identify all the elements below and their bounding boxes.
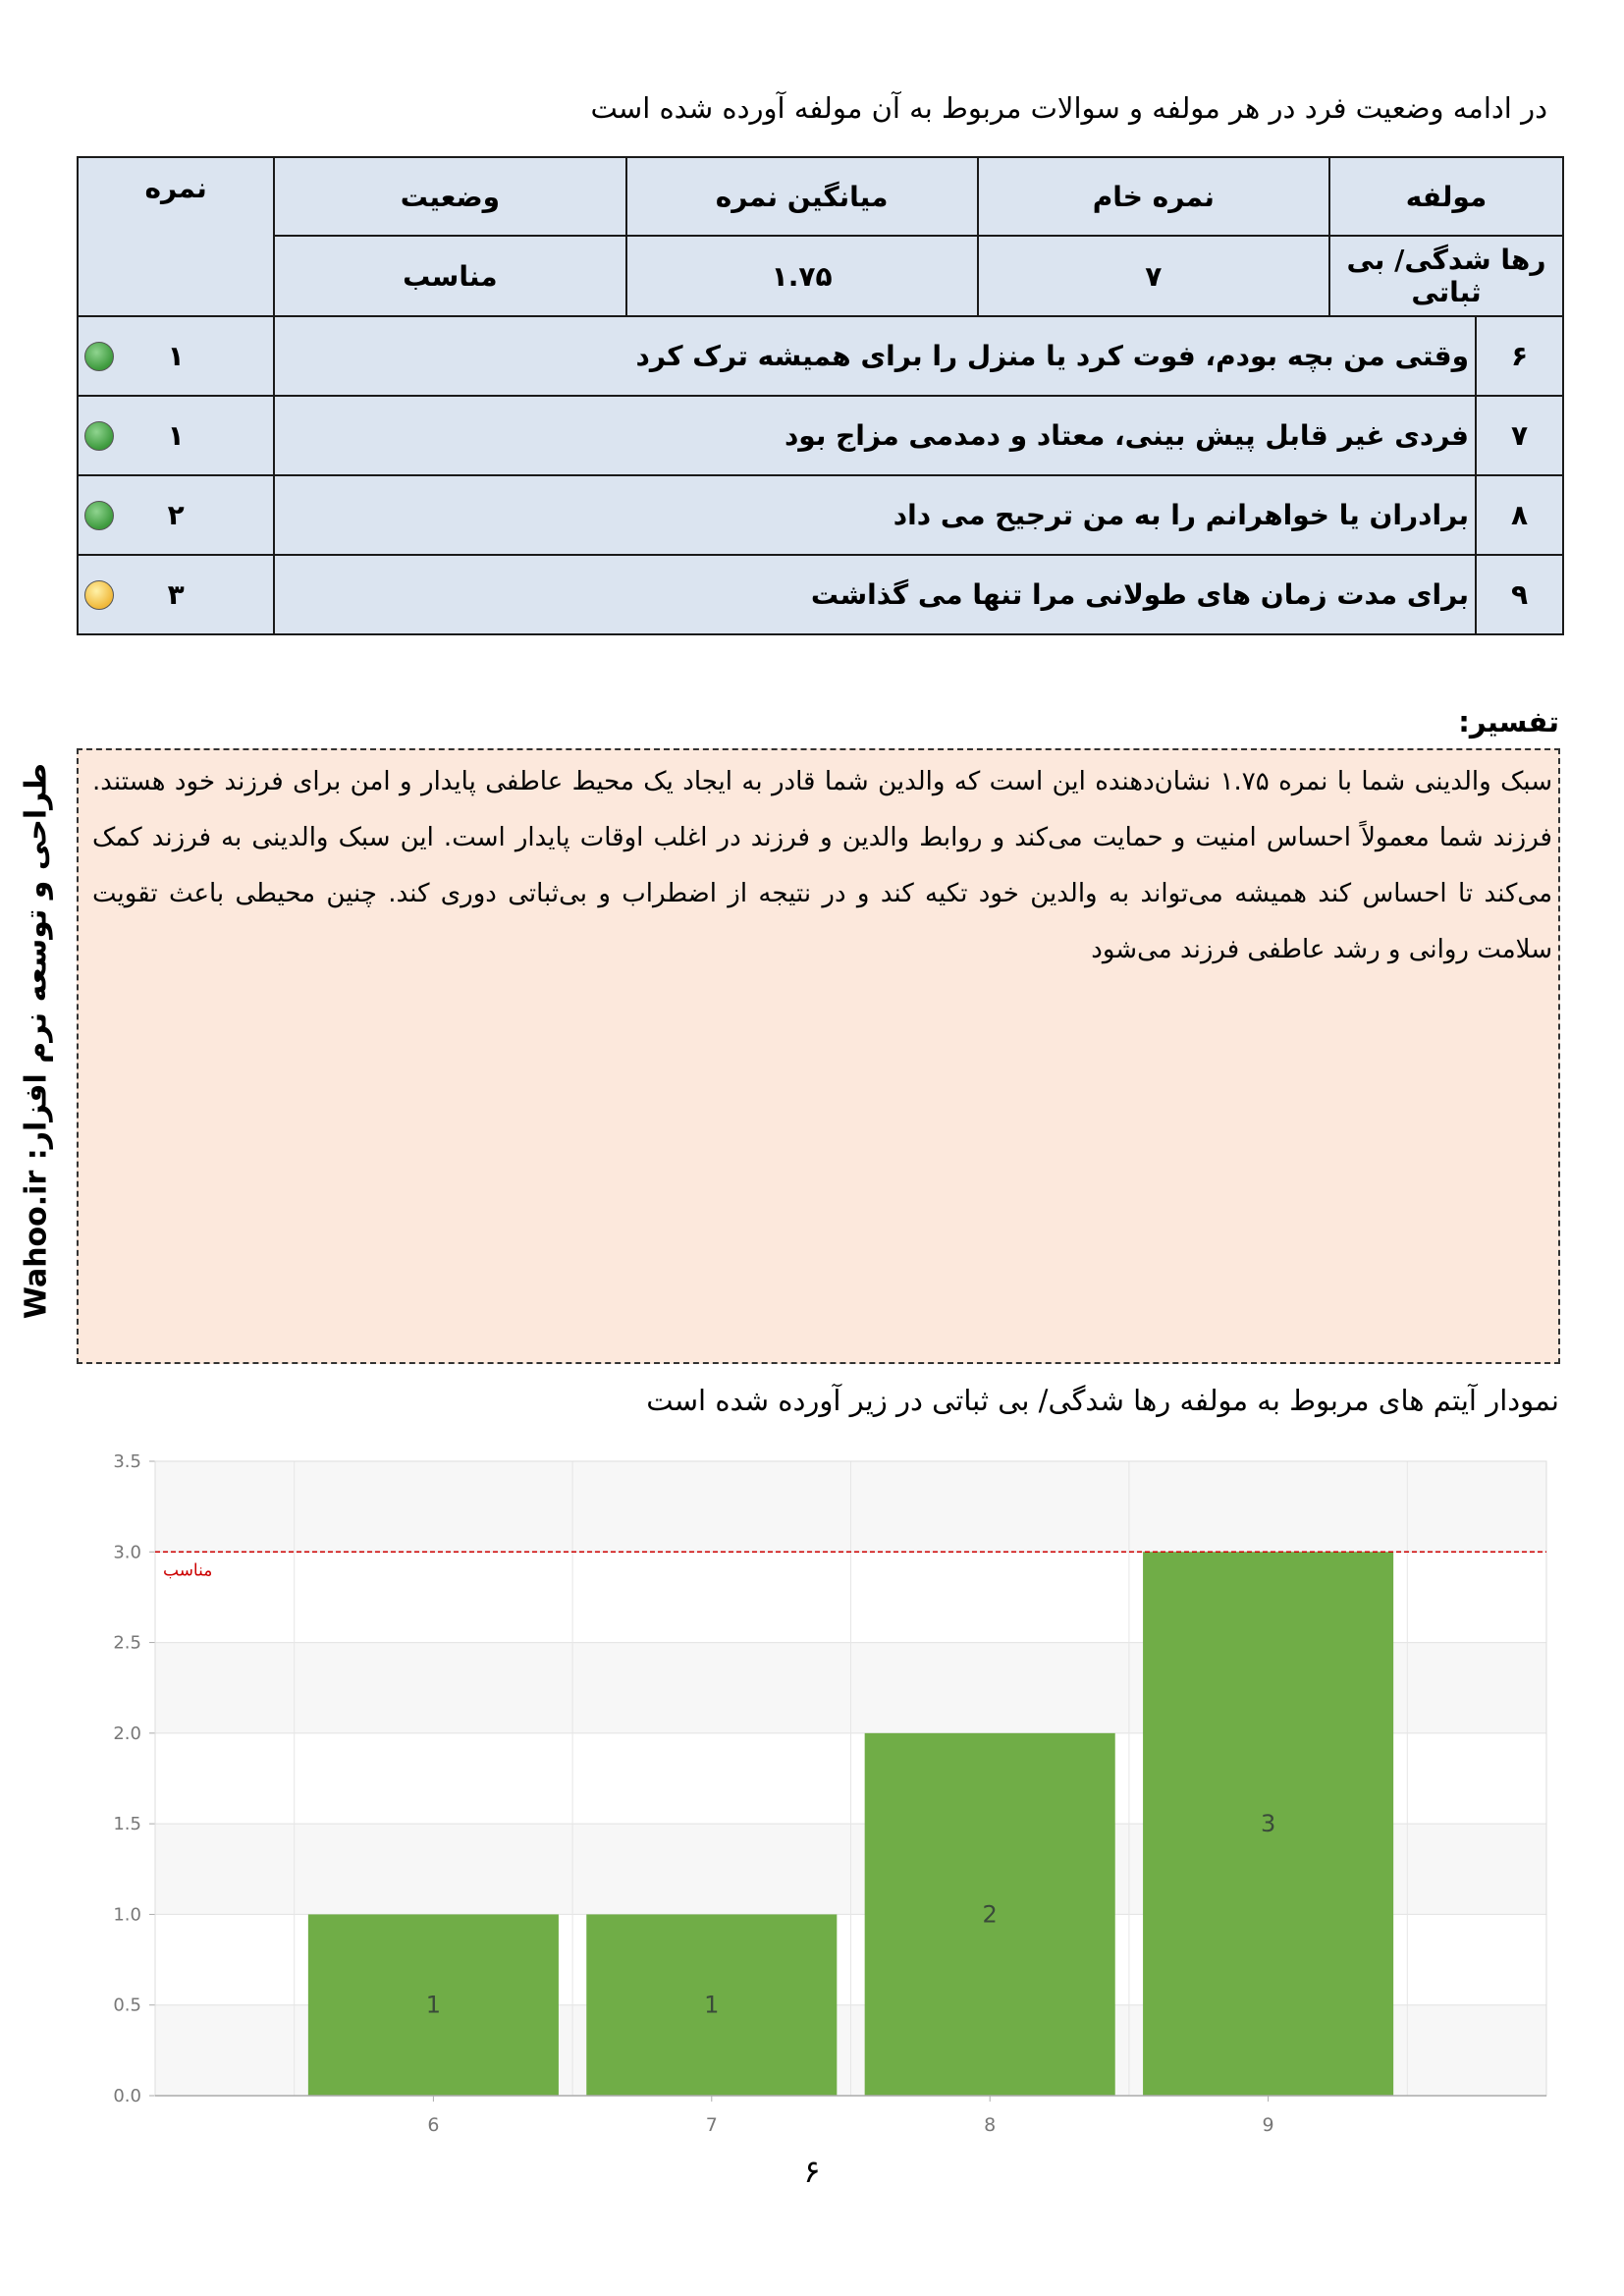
x-tick-label: 6 [427, 2114, 440, 2136]
table-row [78, 316, 1563, 396]
table-summary-row [78, 236, 1563, 316]
y-tick-label: 3.0 [113, 1542, 141, 1563]
header-status: وضعیت [274, 157, 625, 236]
y-tick-label: 1.0 [113, 1904, 141, 1926]
bar-data-label: 2 [982, 1900, 998, 1929]
threshold-label: مناسب [163, 1560, 213, 1581]
summary-component: رها شدگی/ بی ثباتی [1329, 236, 1563, 316]
y-tick-label: 0.5 [113, 1995, 141, 2016]
credit-text: طراحی و توسعه نرم افزار: Wahoo.ir [19, 762, 54, 1320]
y-tick-label: 3.5 [113, 1451, 141, 1472]
bar-chart [77, 1434, 1569, 2141]
bar-data-label: 1 [704, 1991, 720, 2019]
item-number: ۶ [1476, 316, 1563, 396]
bar-data-label: 1 [425, 1991, 442, 2019]
y-tick-label: 2.5 [113, 1632, 141, 1654]
table-row [78, 475, 1563, 555]
item-score-cell [78, 316, 274, 396]
item-score-cell [78, 555, 274, 634]
table-header-row [78, 157, 1563, 236]
green-status-icon [84, 501, 114, 530]
item-score: ۱ [167, 340, 185, 372]
table-row [78, 396, 1563, 475]
intro-text: در ادامه وضعیت فرد در هر مولفه و سوالات مربوط به آن مولفه آورده شده است [590, 91, 1547, 125]
chart-title: نمودار آیتم های مربوط به مولفه رها شدگی/ بی ثباتی در زیر آورده شده است [646, 1384, 1559, 1417]
y-tick-label: 0.0 [113, 2086, 141, 2106]
item-number: ۷ [1476, 396, 1563, 475]
green-status-icon [84, 342, 114, 371]
x-tick-label: 9 [1262, 2114, 1274, 2136]
header-score: نمره [78, 157, 274, 316]
item-text: برادران یا خواهرانم را به من ترجیح می داد [274, 475, 1476, 555]
item-score: ۲ [167, 499, 185, 531]
y-tick-label: 1.5 [113, 1814, 141, 1835]
interpretation-box: سبک والدینی شما با نمره ۱.۷۵ نشان‌دهنده این است که والدین شما قادر به ایجاد یک محیط عاطفی پایدار و امن برای فرزند خود هستند. فرزند شما معمولاً احساس امنیت و حمایت می‌کند و روابط والدین و فرزند در اغلب اوقات پایدار است. این سبک والدینی به فرزند کمک می‌کند تا احساس کند همیشه می‌تواند به والدین خود تکیه کند و در نتیجه از اضطراب و بی‌ثباتی دوری کند. چنین محیطی باعث تقویت سلامت روانی و رشد عاطفی فرزند می‌شود [77, 748, 1560, 1364]
item-score: ۱ [167, 419, 185, 452]
page-number: ۶ [803, 2153, 821, 2190]
item-text: وقتی من بچه بودم، فوت کرد یا منزل را برای همیشه ترک کرد [274, 316, 1476, 396]
vertical-credit [12, 762, 61, 1320]
component-table [77, 156, 1564, 635]
item-text: فردی غیر قابل پیش بینی، معتاد و دمدمی مزاج بود [274, 396, 1476, 475]
table-row [78, 555, 1563, 634]
item-number: ۸ [1476, 475, 1563, 555]
item-number: ۹ [1476, 555, 1563, 634]
y-tick-label: 2.0 [113, 1722, 141, 1744]
item-score-cell [78, 396, 274, 475]
summary-raw-score: ۷ [978, 236, 1329, 316]
bar-data-label: 3 [1260, 1810, 1276, 1838]
x-tick-label: 8 [984, 2114, 997, 2136]
x-tick-label: 7 [705, 2114, 718, 2136]
item-text: برای مدت زمان های طولانی مرا تنها می گذاشت [274, 555, 1476, 634]
yellow-status-icon [84, 580, 114, 610]
interpretation-label: تفسیر: [1458, 705, 1559, 738]
item-score: ۳ [167, 578, 185, 611]
item-score-cell [78, 475, 274, 555]
summary-status: مناسب [274, 236, 625, 316]
green-status-icon [84, 421, 114, 451]
header-component: مولفه [1329, 157, 1563, 236]
header-average: میانگین نمره [626, 157, 978, 236]
header-raw-score: نمره خام [978, 157, 1329, 236]
summary-average: ۱.۷۵ [626, 236, 978, 316]
